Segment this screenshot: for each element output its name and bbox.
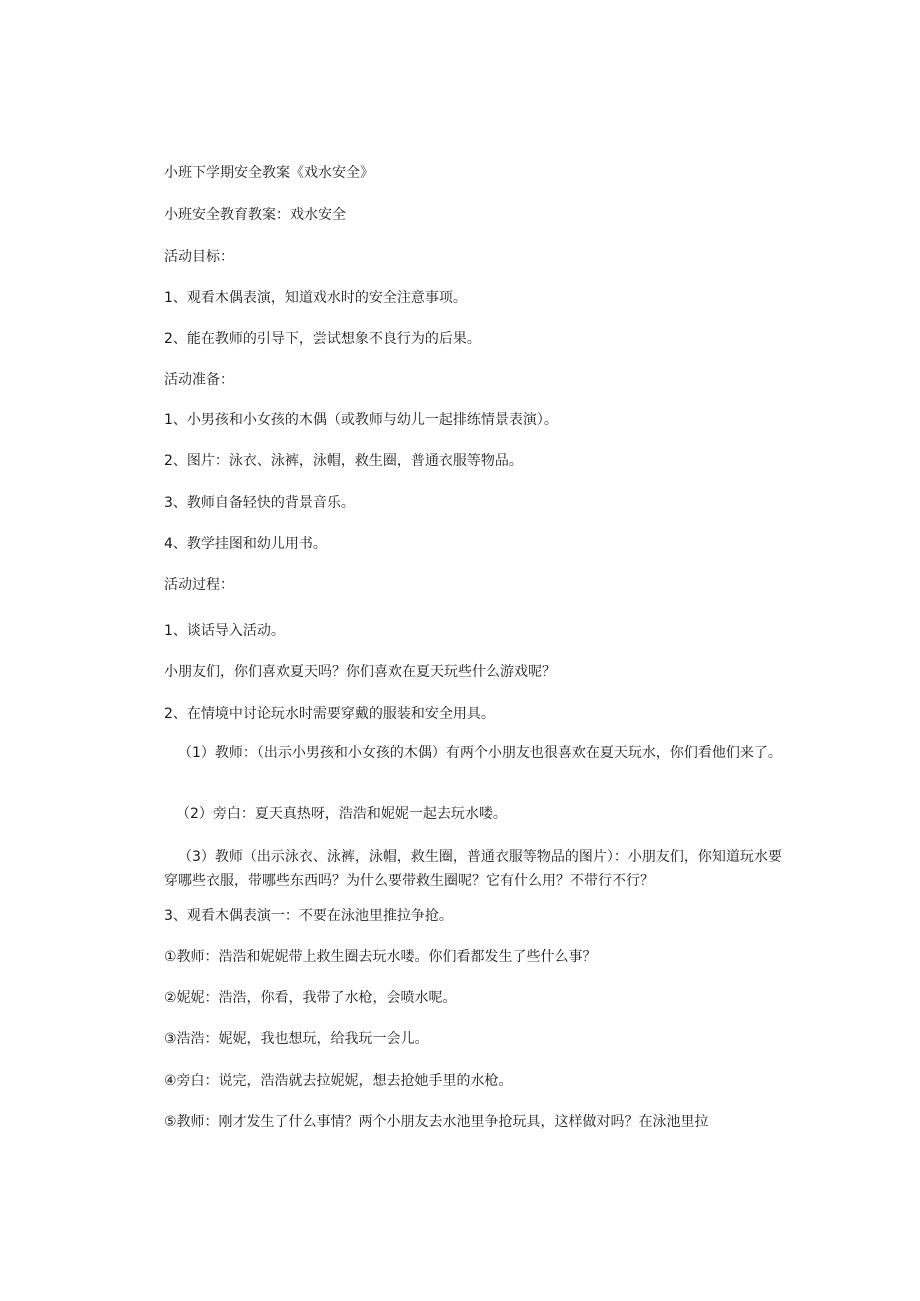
document-subtitle: 小班安全教育教案：戏水安全 [164,207,346,223]
process-step: 3、观看木偶表演一：不要在泳池里推拉争抢。 [164,908,453,924]
dialog-line: ④旁白：说完，浩浩就去拉妮妮，想去抢她手里的水枪。 [164,1073,513,1089]
dialog-line: ②妮妮：浩浩，你看，我带了水枪，会喷水呢。 [164,990,457,1006]
process-substep: （3）教师（出示泳衣、泳裤，泳帽，救生圈，普通衣服等物品的图片）：小朋友们，你知道玩水要穿哪些衣服，带哪些东西吗？为什么要带救生圈呢？它有什么用？不带行不行？ [164,849,782,889]
goals-heading: 活动目标： [164,249,234,265]
prep-item: 2、图片：泳衣、泳裤，泳帽，救生圈，普通衣服等物品。 [164,453,523,469]
process-text: 小朋友们，你们喜欢夏天吗？你们喜欢在夏天玩些什么游戏呢？ [164,664,556,680]
process-heading: 活动过程： [164,577,234,593]
document-title: 小班下学期安全教案《戏水安全》 [164,165,374,181]
prep-item: 3、教师自备轻快的背景音乐。 [164,495,355,511]
prep-item: 4、教学挂图和幼儿用书。 [164,536,327,552]
prep-heading: 活动准备： [164,372,234,388]
dialog-line: ⑤教师：刚才发生了什么事情？两个小朋友去水池里争抢玩具，这样做对吗？在泳池里拉 [164,1114,709,1130]
prep-item: 1、小男孩和小女孩的木偶（或教师与幼儿一起排练情景表演）。 [164,412,558,428]
goal-item: 1、观看木偶表演，知道戏水时的安全注意事项。 [164,290,467,306]
goal-item: 2、能在教师的引导下，尝试想象不良行为的后果。 [164,331,481,347]
dialog-line: ③浩浩：妮妮，我也想玩，给我玩一会儿。 [164,1031,429,1047]
process-step: 2、在情境中讨论玩水时需要穿戴的服装和安全用具。 [164,706,495,722]
process-step: 1、谈话导入活动。 [164,623,285,639]
dialog-line: ①教师：浩浩和妮妮带上救生圈去玩水喽。你们看都发生了些什么事？ [164,949,597,965]
process-substep: （1）教师：（出示小男孩和小女孩的木偶）有两个小朋友也很喜欢在夏天玩水，你们看他们来了。 [178,745,782,761]
process-substep: （2）旁白：夏天真热呀，浩浩和妮妮一起去玩水喽。 [176,806,507,822]
